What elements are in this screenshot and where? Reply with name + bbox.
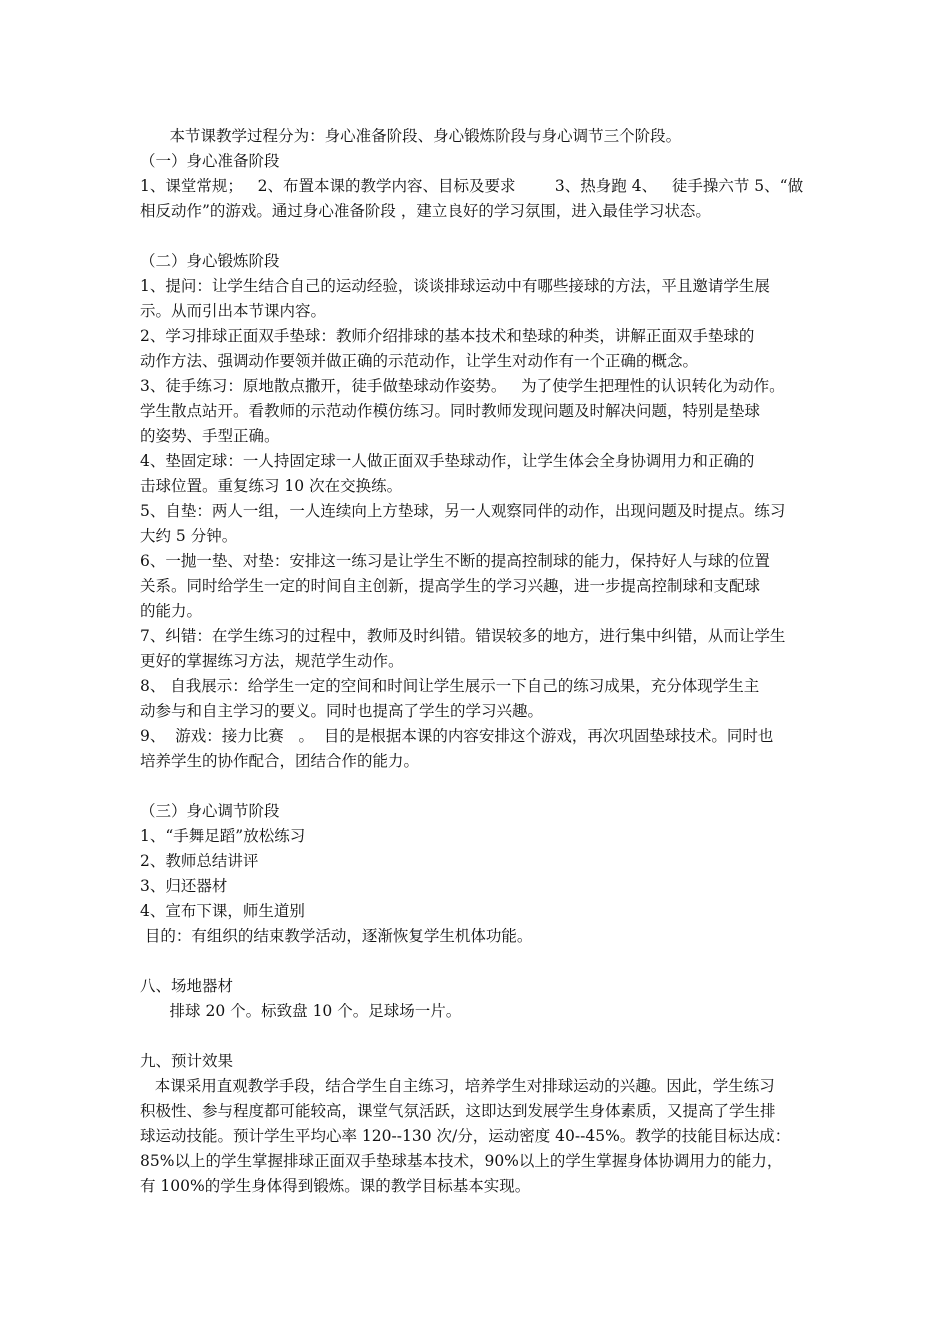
blank-line — [140, 224, 820, 249]
blank-line — [140, 949, 820, 974]
text-line: 动作方法、强调动作要领并做正确的示范动作，让学生对动作有一个正确的概念。 — [140, 352, 699, 370]
text-line: 积极性、参与程度都可能较高，课堂气氛活跃，这即达到发展学生身体素质，又提高了学生排 — [140, 1102, 776, 1120]
text-line: 2、教师总结讲评 — [140, 852, 259, 870]
text-line: 3、徒手练习：原地散点撒开，徒手做垫球动作姿势。 为了使学生把理性的认识转化为动作。 — [140, 377, 785, 395]
text-line: 示。从而引出本节课内容。 — [140, 302, 327, 320]
text-line: 5、自垫：两人一组，一人连续向上方垫球，另一人观察同伴的动作，出现问题及时提点。练习 — [140, 502, 786, 520]
text-line: 的能力。 — [140, 602, 203, 620]
text-line: 八、场地器材 — [140, 977, 234, 995]
text-line: 1、课堂常规； 2、布置本课的教学内容、目标及要求 3、热身跑 4、 徒手操六节 5、“做 — [140, 177, 804, 195]
text-line: （三）身心调节阶段 — [140, 802, 280, 820]
text-line: 7、纠错：在学生练习的过程中，教师及时纠错。错误较多的地方，进行集中纠错，从而让学生 — [140, 627, 786, 645]
text-line: 85%以上的学生掌握排球正面双手垫球基本技术，90%以上的学生掌握身体协调用力的能力， — [140, 1152, 783, 1170]
text-line: （二）身心锻炼阶段 — [140, 252, 280, 270]
text-line: 击球位置。重复练习 10 次在交换练。 — [140, 477, 403, 495]
text-line: 更好的掌握练习方法，规范学生动作。 — [140, 652, 404, 670]
text-line: 1、“手舞足蹈”放松练习 — [140, 827, 306, 845]
text-line: 动参与和自主学习的要义。同时也提高了学生的学习兴趣。 — [140, 702, 544, 720]
text-line: 目的：有组织的结束教学活动，逐渐恢复学生机体功能。 — [140, 927, 533, 945]
text-line: 本节课教学过程分为：身心准备阶段、身心锻炼阶段与身心调节三个阶段。 — [140, 127, 682, 145]
text-line: 本课采用直观教学手段，结合学生自主练习，培养学生对排球运动的兴趣。因此，学生练习 — [140, 1077, 775, 1095]
text-line: 9、 游戏：接力比赛 。 目的是根据本课的内容安排这个游戏，再次巩固垫球技术。同时也 — [140, 727, 774, 745]
text-line: 学生散点站开。看教师的示范动作模仿练习。同时教师发现问题及时解决问题，特别是垫球 — [140, 402, 761, 420]
text-line: 球运动技能。预计学生平均心率 120--130 次/分，运动密度 40--45%。教学的技能目标达成： — [140, 1127, 791, 1145]
text-line: 8、 自我展示：给学生一定的空间和时间让学生展示一下自己的练习成果，充分体现学生主 — [140, 677, 760, 695]
text-line: 大约 5 分钟。 — [140, 527, 238, 545]
text-line: 3、归还器材 — [140, 877, 228, 895]
text-line: （一）身心准备阶段 — [140, 152, 280, 170]
blank-line — [140, 1024, 820, 1049]
text-line: 关系。同时给学生一定的时间自主创新，提高学生的学习兴趣，进一步提高控制球和支配球 — [140, 577, 761, 595]
text-line: 相反动作”的游戏。通过身心准备阶段 ，建立良好的学习氛围，进入最佳学习状态。 — [140, 202, 711, 220]
text-line: 2、学习排球正面双手垫球：教师介绍排球的基本技术和垫球的种类，讲解正面双手垫球的 — [140, 327, 755, 345]
text-line: 培养学生的协作配合，团结合作的能力。 — [140, 752, 420, 770]
document-body — [140, 124, 820, 1199]
text-line: 4、宣布下课，师生道别 — [140, 902, 305, 920]
text-line: 的姿势、手型正确。 — [140, 427, 280, 445]
text-line: 1、提问：让学生结合自己的运动经验，谈谈排球运动中有哪些接球的方法，平且邀请学生展 — [140, 277, 770, 295]
text-line: 九、预计效果 — [140, 1052, 234, 1070]
text-line: 有 100%的学生身体得到锻炼。课的教学目标基本实现。 — [140, 1177, 531, 1195]
text-line: 4、垫固定球：一人持固定球一人做正面双手垫球动作，让学生体会全身协调用力和正确的 — [140, 452, 755, 470]
blank-line — [140, 774, 820, 799]
text-line: 排球 20 个。标致盘 10 个。足球场一片。 — [140, 1002, 462, 1020]
text-line: 6、一抛一垫、对垫：安排这一练习是让学生不断的提高控制球的能力，保持好人与球的位置 — [140, 552, 770, 570]
